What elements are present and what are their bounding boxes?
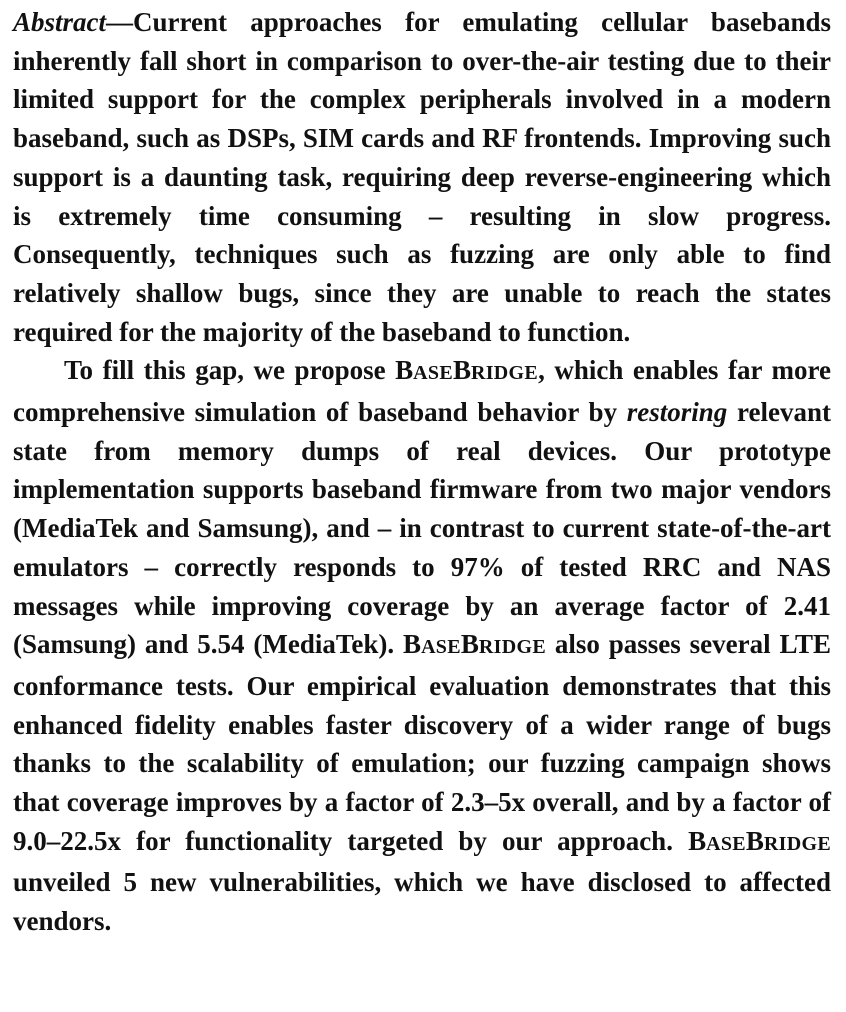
p2-emphasis: restoring xyxy=(626,397,728,428)
tool-name-small-2: RIDGE xyxy=(478,636,546,659)
abstract-label: Abstract xyxy=(13,7,107,37)
tool-name-cap-2: B xyxy=(452,355,471,386)
tool-name xyxy=(403,629,546,659)
tool-name-small-1: ASE xyxy=(706,832,746,855)
abstract-paragraph-1 xyxy=(13,3,831,351)
p2-segment-b: , which enables far more comprehensive simulation of baseband behavior by xyxy=(13,355,832,428)
tool-name-cap-2: B xyxy=(745,825,764,856)
tool-name-small-2: RIDGE xyxy=(763,832,831,855)
tool-name-cap-1: B xyxy=(395,355,414,386)
abstract-dash: — xyxy=(106,7,134,37)
p2-segment-e: unveiled 5 new vulnerabilities, which we have disclosed to affected vendors. xyxy=(13,867,831,937)
tool-name xyxy=(688,826,831,856)
p2-segment-d: also passes several LTE conformance tests. Our empirical evaluation demonstrates that this enhanced fidelity enables faster discovery of a wider range of bugs thanks to the scalability of emulation; our fuzzing campaign shows that coverage improves by a factor of 2.3–5x overall, and by a factor of 9.0–22.5x for functionality targeted by our approach. xyxy=(13,629,831,856)
abstract-paragraph-2 xyxy=(13,351,831,941)
tool-name-cap-1: B xyxy=(403,629,422,660)
tool-name-cap-2: B xyxy=(460,629,479,660)
p2-segment-a: To fill this gap, we propose xyxy=(64,355,396,386)
tool-name-cap-1: B xyxy=(688,825,707,856)
tool-name xyxy=(395,355,538,385)
abstract xyxy=(13,3,831,941)
tool-name-small-2: RIDGE xyxy=(470,362,539,385)
p2-segment-c: relevant state from memory dumps of real devices. Our prototype implementation supports baseband firmware from two major vendors (MediaTek and Samsung), and – in contrast to current state-of-the-art emulators – correctly responds to 97% of tested RRC and NAS messages while improving coverage by an average factor of 2.41 (Samsung) and 5.54 (MediaTek). xyxy=(13,397,831,660)
abstract-paragraph-1-text: Current approaches for emulating cellular basebands inherently fall short in comparison to over-the-air testing due to their limited support for the complex peripherals involved in a modern baseband, such as DSPs, SIM cards and RF frontends. Improving such support is a daunting task, requiring deep reverse-engineering which is extremely time consuming – resulting in slow progress. Consequently, techniques such as fuzzing are only able to find relatively shallow bugs, since they are unable to reach the states required for the majority of the baseband to function. xyxy=(13,7,831,347)
tool-name-small-1: ASE xyxy=(421,636,461,659)
tool-name-small-1: ASE xyxy=(413,362,453,385)
